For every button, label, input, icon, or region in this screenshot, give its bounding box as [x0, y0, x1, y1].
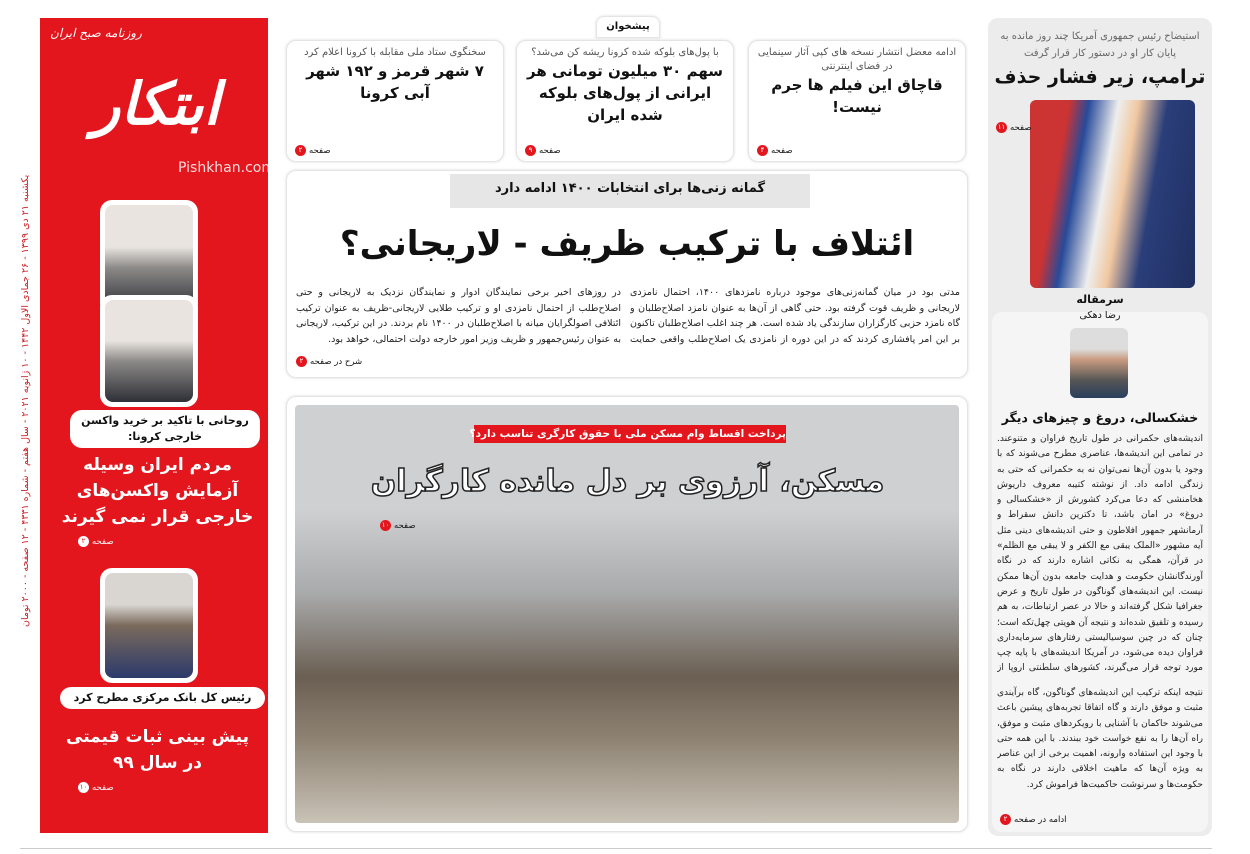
- page-label: صفحه: [92, 536, 114, 547]
- lead-headline[interactable]: ائتلاف با ترکیب ظریف - لاریجانی؟: [339, 224, 915, 264]
- story1-headline[interactable]: مردم ایران وسیله آزمایش واکسن‌های خارجی قرار نمی گیرند: [61, 455, 254, 527]
- page-number: ۱۰: [381, 521, 390, 529]
- page-label: صفحه: [1010, 122, 1032, 133]
- story1-caption: روحانی با تاکید بر خرید واکسن خارجی کرونا:: [70, 410, 260, 448]
- editorial-more-ref[interactable]: [1000, 814, 1066, 825]
- newspaper-logo: ابتکار: [92, 70, 220, 138]
- story1-page-ref: [78, 536, 114, 547]
- teaser-kicker: ادامه معضل انتشار نسخه های کپی آثار سینمایی در فضای اینترنتی: [757, 47, 957, 72]
- trump-headline[interactable]: ترامپ، زیر فشار حذف: [994, 66, 1206, 88]
- teaser-headline: قاچاق این فیلم ها جرم نیست!: [771, 76, 943, 116]
- story2-page-ref: [78, 782, 114, 793]
- teaser-kicker: با پول‌های بلوکه شده کرونا ریشه کن می‌شد؟: [531, 47, 719, 58]
- watermark: Pishkhan.com: [178, 160, 275, 176]
- more-label: شرح در صفحه: [310, 356, 363, 367]
- editorial-paragraph-2: نتیجه اینکه ترکیب این اندیشه‌های گوناگون، گاه برآیندی مثبت و موفق دارند و گاه اتفاقا تجربه‌های پیشین باعث می‌شوند حاکمان با آشنایی با رویکردهای مثبت و موفق، راه آن‌ها را به نفع خواست خود ببندند. با این همه حتی با وجود این استفاده وارونه، اهمیت برخی از این عناصر به ویژه آن‌ها که ماهیت اخلاقی دارند در نگاه به حکومت‌ها و سرنوشت حاکمیت‌ها فراموش کرد.: [997, 688, 1203, 790]
- lead-more-ref[interactable]: [296, 356, 362, 367]
- teaser-1[interactable]: [748, 40, 966, 162]
- author-photo: [1070, 328, 1128, 398]
- editorial-section: سرمقاله: [1076, 293, 1124, 306]
- central-bank-head-photo: [100, 568, 198, 683]
- page-number: ۲: [78, 536, 89, 547]
- page-number: ۹: [525, 145, 536, 156]
- editorial-paragraph-1: اندیشه‌های حکمرانی در طول تاریخ فراوان و متنوعند. در تمامی این اندیشه‌ها، عناصری مطرح می‌شوند که با وجود یا بدون آن‌ها نمی‌توان نه به حکمرانی که حتی به زندگی ادامه داد. از نوشته کتیبه معروف داریوش هخامنشی که دعا می‌کرد کشورش از «خشکسالی و دروغ» در امان باشد، تا دکترین دانش سقراط و آرمانشهر جمهور افلاطون و حتی اندیشه‌های دینی مثل آیه مشهور «الملک یبقی مع الکفر و لا یبقی مع الظلم» در قرآن، همگی به نکاتی اشاره دارند که در نگاه آورندگانشان حکومت و هدایت جامعه بدون آن‌ها ممکن نیست. این اندیشه‌های گوناگون در طول تاریخ و عرض جغرافیا شکل گرفته‌اند و حالا در عصر ارتباطات، به هم رسیده و تلفیق شده‌اند و نتیجه آن هویتی چهل‌تکه است؛ چنان که در چین سوسیالیستی رفتارهای سرمایه‌داری فراوان دیده می‌شود، در آمریکا اندیشه‌های با پایه چپ مورد توجه قرار می‌گیرند، کشورهای سلطنتی اروپا از: [997, 434, 1203, 674]
- page-number: ۴: [757, 145, 768, 156]
- lead-column-2: در روزهای اخیر برخی نمایندگان ادوار و نمایندگان نزدیک به لاریجانی و حتی اصلاح‌طلب از احتمال نامزدی او و ترکیب طلایی لاریجانی-ظریف به عنوان ترکیب ائتلافی اصولگرایان میانه با اصلاح‌طلبان در ۱۴۰۰ نام بردند. در این ترکیب، لاریجانی به عنوان رئیس‌جمهور و ظریف وزیر امور خارجه دولت احتمالی، خواهد بود.: [296, 287, 621, 345]
- pishkhan-tab: پیشخوان: [596, 16, 660, 38]
- trump-kicker: استیضاح رئیس جمهوری آمریکا چند روز مانده به پایان کار او در دستور کار قرار گرفت: [1000, 31, 1200, 59]
- dateline: یکشنبه ۲۱ دی ۱۳۹۹ - ۲۶ جمادی الاول ۱۴۴۲ - ۱۰ ژانویه ۲۰۲۱ - سال هفتم - شماره ۴۳۳۱ - ۱۲ صفحه - ۲۰۰۰ تومان: [20, 175, 31, 628]
- page-label: صفحه: [771, 145, 793, 156]
- editorial-author: رضا دهکی: [1079, 310, 1121, 321]
- lead-column-1: مدتی بود در میان گمانه‌زنی‌های موجود درباره نامزدهای ۱۴۰۰، احتمال نامزدی لاریجانی و ظریف قوت گرفته بود. حتی گاهی از آن‌ها به عنوان نامزد اصلاح‌طلبان و گاه نامزد حزبی کارگزاران سازندگی یاد شده است. هر چند اغلب اصلاح‌طلبان تاکنون بر این امر پافشاری کردند که در این دوره از نامزدی یک اصلاح‌طلب واقعی حمایت: [630, 287, 960, 345]
- slogan: روزنامه صبح ایران: [50, 26, 142, 40]
- page-number: ۱۰: [79, 783, 88, 791]
- page-label: صفحه: [394, 520, 416, 531]
- page-label: صفحه: [92, 782, 114, 793]
- page-number: ۲: [295, 145, 306, 156]
- trump-photo: [1030, 100, 1195, 288]
- teaser-kicker: سخنگوی ستاد ملی مقابله با کرونا اعلام کرد: [304, 47, 486, 58]
- teaser-headline: ۷ شهر قرمز و ۱۹۲ شهر آبی کرونا: [306, 62, 484, 102]
- trump-page-ref: [996, 122, 1032, 133]
- rouhani-photo-frame: [100, 295, 198, 407]
- photo-story-kicker: پرداخت اقساط وام مسکن ملی با حقوق کارگری تناسب دارد؟: [474, 425, 786, 443]
- page-label: صفحه: [539, 145, 561, 156]
- page-number: ۲: [1000, 814, 1011, 825]
- teaser-3[interactable]: [286, 40, 504, 162]
- photo-story-page-ref: [380, 520, 416, 531]
- teaser-2[interactable]: [516, 40, 734, 162]
- teaser-headline: سهم ۳۰ میلیون تومانی هر ایرانی از پول‌های بلوکه شده ایران: [527, 62, 723, 124]
- photo-story-headline[interactable]: مسکن، آرزوی بر دل مانده کارگران: [370, 464, 885, 499]
- editorial-title[interactable]: خشکسالی، دروغ و چیزهای دیگر: [1001, 410, 1199, 425]
- page-number: ۱۱: [997, 123, 1006, 131]
- story2-headline[interactable]: پیش بینی ثبات قیمتی در سال ۹۹: [66, 727, 249, 773]
- story2-caption: رئیس کل بانک مرکزی مطرح کرد: [60, 687, 265, 709]
- bottom-rule: [20, 848, 1212, 849]
- lead-kicker: گمانه زنی‌ها برای انتخابات ۱۴۰۰ ادامه دارد: [450, 174, 810, 208]
- page-label: صفحه: [309, 145, 331, 156]
- more-label: ادامه در صفحه: [1014, 814, 1067, 825]
- page-number: ۲: [296, 356, 307, 367]
